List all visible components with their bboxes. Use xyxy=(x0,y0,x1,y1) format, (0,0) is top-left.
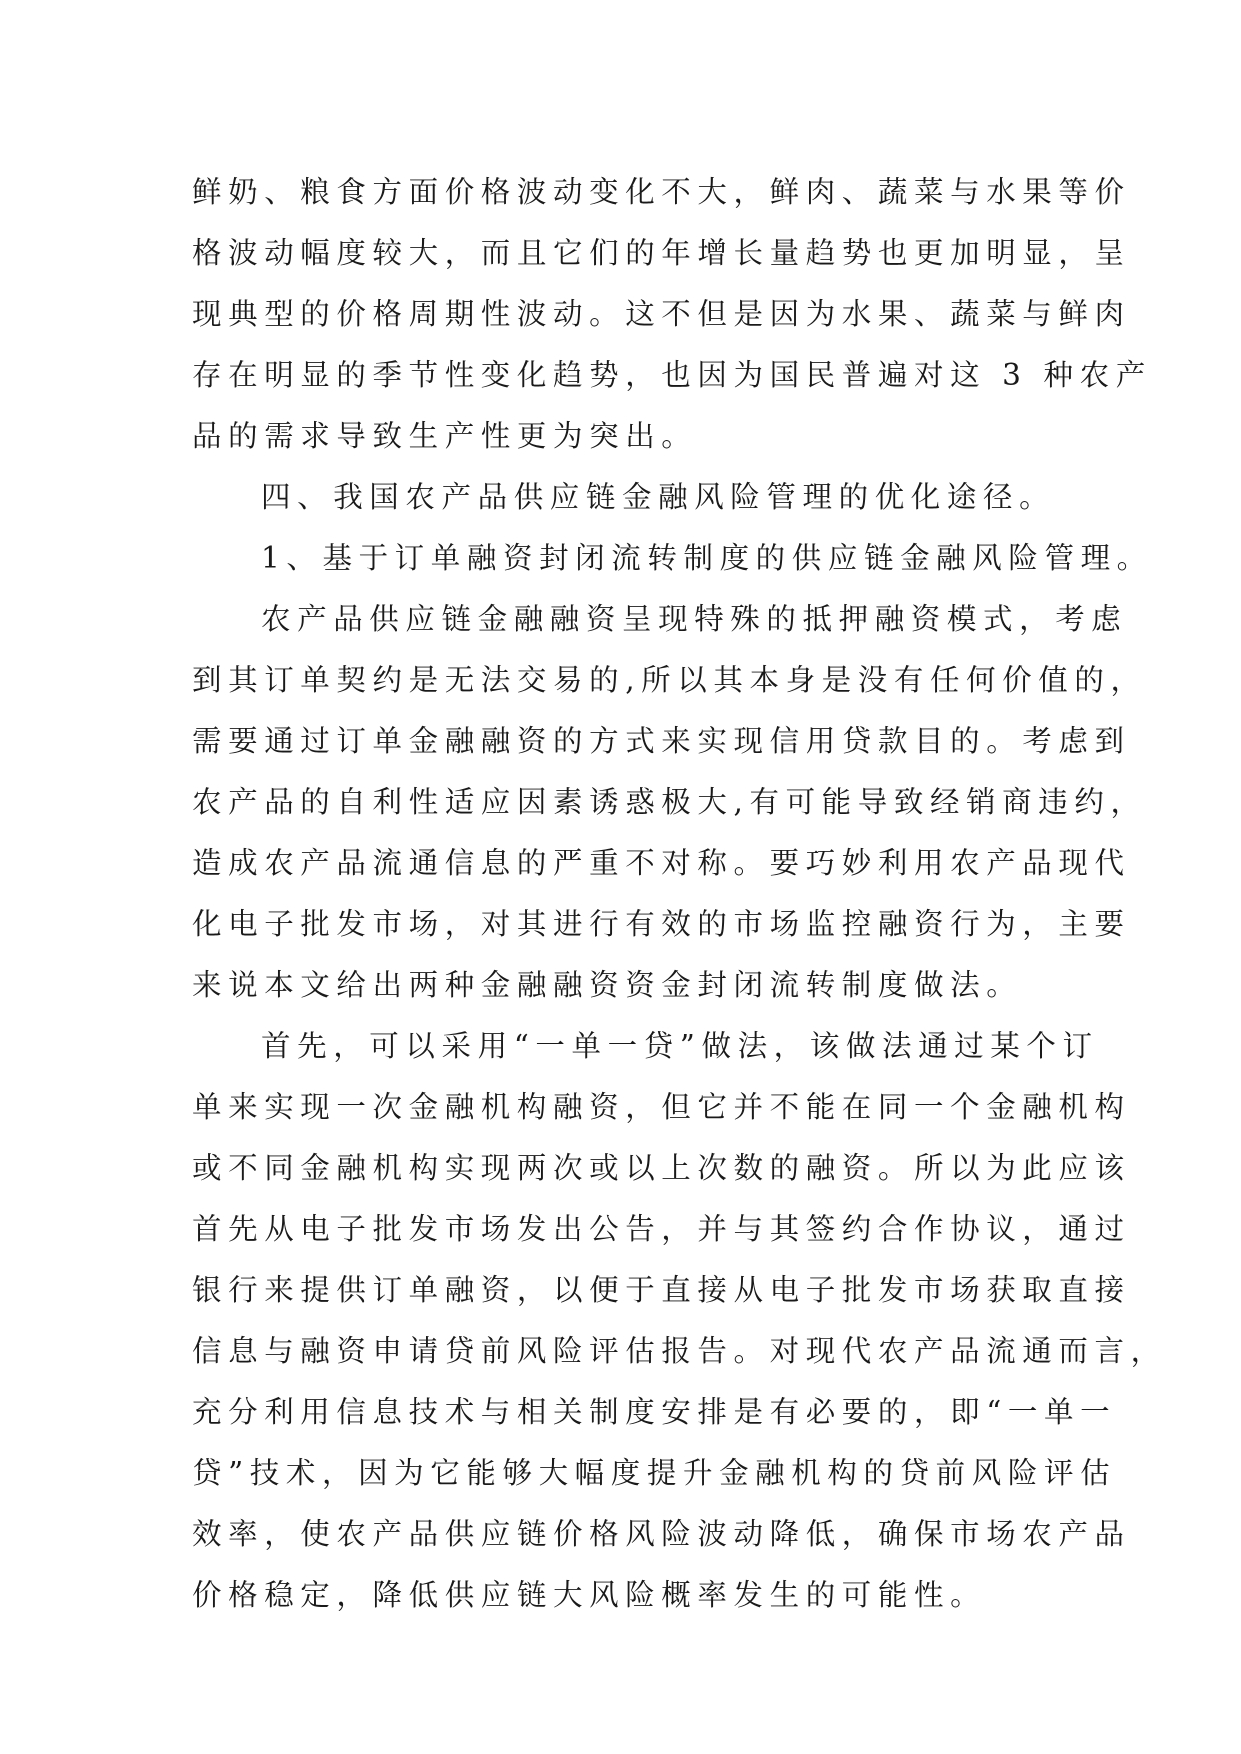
text-line: 首先从电子批发市场发出公告，并与其签约合作协议，通过 xyxy=(192,1212,1131,1246)
section-heading-optimization xyxy=(192,467,1054,528)
subsection-heading: 1、基于订单融资封闭流转制度的供应链金融风险管理。 xyxy=(261,541,1153,575)
text-line: 贷”技术，因为它能够大幅度提升金融机构的贷前风险评估 xyxy=(192,1456,1117,1490)
text-line: 需要通过订单金融融资的方式来实现信用贷款目的。考虑到 xyxy=(192,724,1131,758)
text-line: 造成农产品流通信息的严重不对称。要巧妙利用农产品现代 xyxy=(192,846,1131,880)
section-heading: 四、我国农产品供应链金融风险管理的优化途径。 xyxy=(261,480,1056,514)
paragraph-one-order-one-loan xyxy=(192,1016,1167,1626)
text-line: 来说本文给出两种金融融资资金封闭流转制度做法。 xyxy=(192,968,1023,1002)
document-body xyxy=(192,162,1167,1626)
text-line: 到其订单契约是无法交易的,所以其本身是没有任何价值的， xyxy=(192,663,1147,697)
text-line: 价格稳定，降低供应链大风险概率发生的可能性。 xyxy=(192,1578,987,1612)
text-line: 鲜奶、粮食方面价格波动变化不大，鲜肉、蔬菜与水果等价 xyxy=(192,175,1131,209)
text-line: 存在明显的季节性变化趋势，也因为国民普遍对这 3 种农产 xyxy=(192,358,1152,392)
text-line: 格波动幅度较大，而且它们的年增长量趋势也更加明显，呈 xyxy=(192,236,1131,270)
subsection-heading-order-financing xyxy=(192,528,1153,589)
text-line: 信息与融资申请贷前风险评估报告。对现代农产品流通而言， xyxy=(192,1334,1167,1368)
text-line: 化电子批发市场，对其进行有效的市场监控融资行为，主要 xyxy=(192,907,1131,941)
text-line: 或不同金融机构实现两次或以上次数的融资。所以为此应该 xyxy=(192,1151,1131,1185)
text-line: 农产品供应链金融融资呈现特殊的抵押融资模式，考虑 xyxy=(261,602,1128,636)
paragraph-price-fluctuation xyxy=(192,162,1152,467)
text-line: 现典型的价格周期性波动。这不但是因为水果、蔬菜与鲜肉 xyxy=(192,297,1131,331)
text-line: 品的需求导致生产性更为突出。 xyxy=(192,419,698,453)
text-line: 充分利用信息技术与相关制度安排是有必要的，即“一单一 xyxy=(192,1395,1117,1429)
paragraph-order-financing xyxy=(192,589,1147,1016)
text-line: 单来实现一次金融机构融资，但它并不能在同一个金融机构 xyxy=(192,1090,1131,1124)
text-line: 效率，使农产品供应链价格风险波动降低，确保市场农产品 xyxy=(192,1517,1131,1551)
text-line: 首先，可以采用“一单一贷”做法，该做法通过某个订 xyxy=(261,1029,1099,1063)
text-line: 银行来提供订单融资，以便于直接从电子批发市场获取直接 xyxy=(192,1273,1131,1307)
text-line: 农产品的自利性适应因素诱惑极大,有可能导致经销商违约， xyxy=(192,785,1147,819)
